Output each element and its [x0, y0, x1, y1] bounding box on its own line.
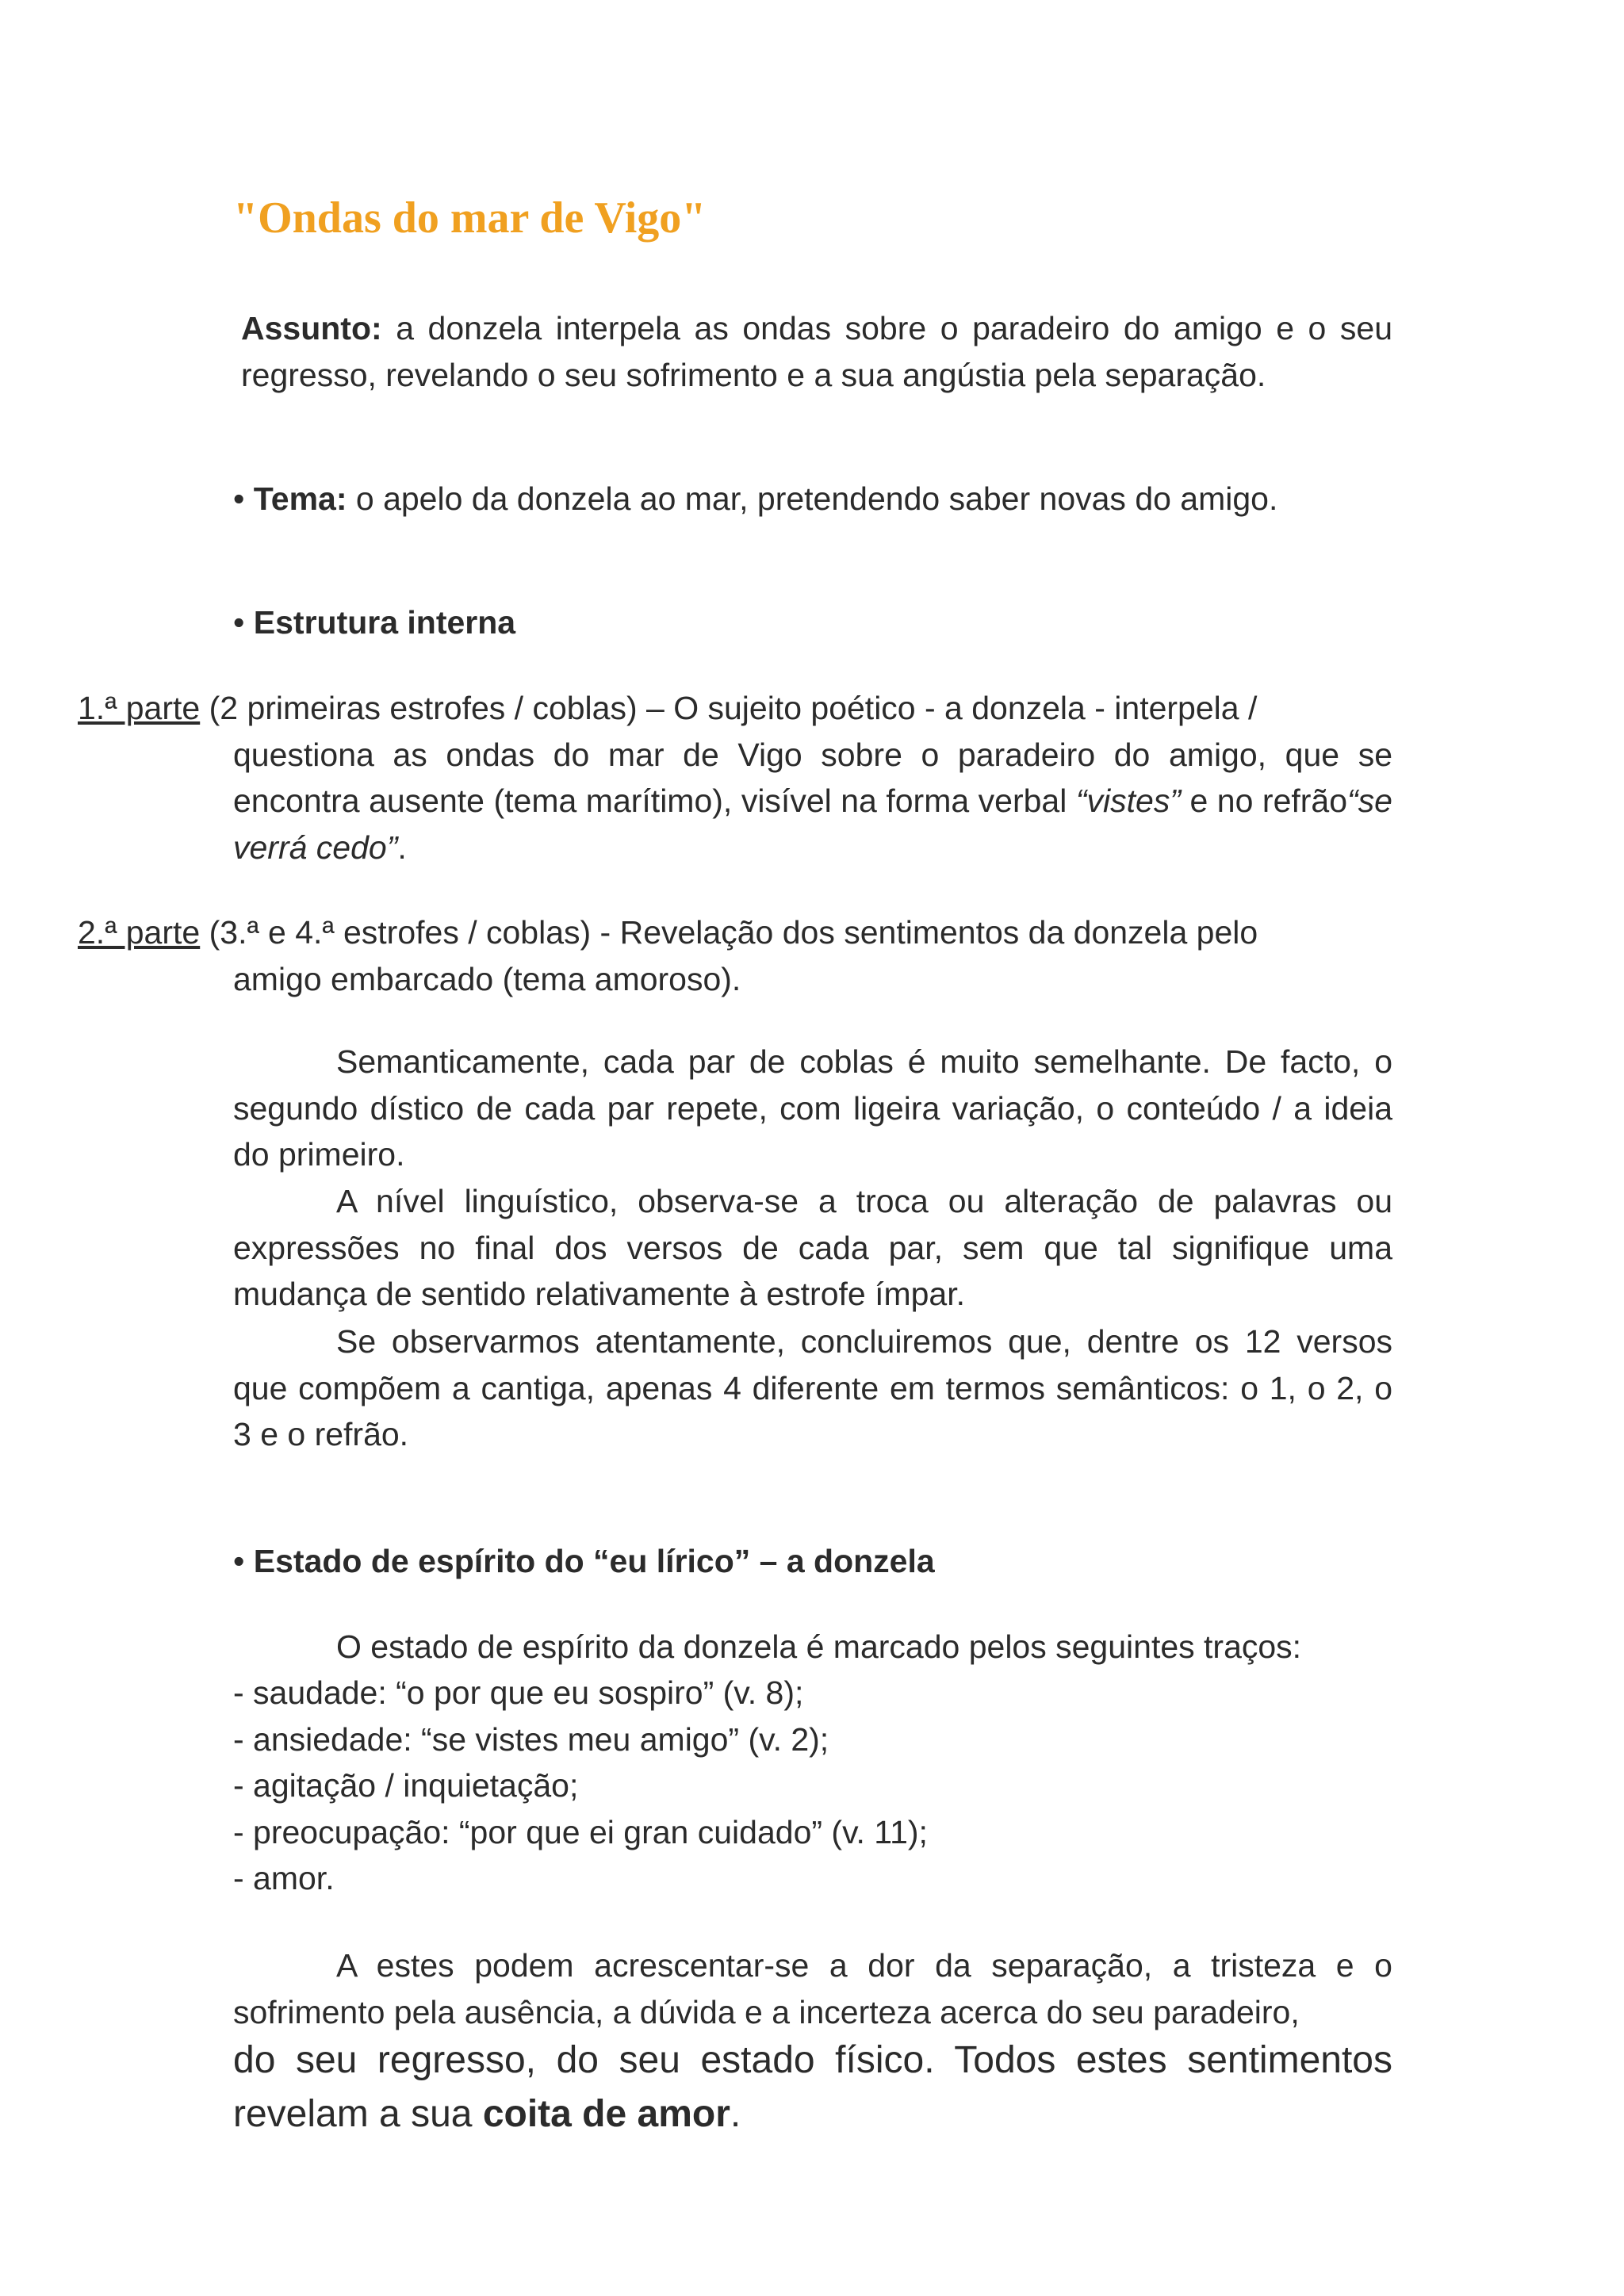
- document-title: "Ondas do mar de Vigo": [233, 193, 707, 243]
- parte2-label: 2.ª parte: [78, 914, 201, 951]
- parte1-quote-vistes: “vistes”: [1075, 783, 1181, 819]
- conclusao-paragraph-large: do seu regresso, do seu estado físico. Todos estes sentimentos revelam a sua coita de amor.: [233, 2039, 1392, 2135]
- estrutura-heading: [233, 599, 1392, 646]
- parte2-continuation: amigo embarcado (tema amoroso).: [233, 960, 741, 997]
- estrutura-heading-text: Estrutura interna: [253, 604, 516, 641]
- list-item: - agitação / inquietação;: [233, 1767, 579, 1804]
- tema-text: o apelo da donzela ao mar, pretendendo saber novas do amigo.: [347, 480, 1278, 517]
- conclusao-paragraph: A estes podem acrescentar-se a dor da separação, a tristeza e o sofrimento pela ausência, a dúvida e a incerteza acerca do seu paradeiro,: [233, 1947, 1392, 2030]
- parte1-paragraph: [78, 685, 1392, 871]
- list-item: - saudade: “o por que eu sospiro” (v. 8);: [233, 1674, 804, 1711]
- estado-heading: [233, 1538, 1392, 1585]
- bullet-icon: •: [233, 1543, 245, 1579]
- estado-intro: O estado de espírito da donzela é marcado pelos seguintes traços:: [336, 1628, 1302, 1665]
- tema-paragraph: [233, 476, 1392, 522]
- observacao-paragraph: Se observarmos atentamente, concluiremos que, dentre os 12 versos que compõem a cantiga, apenas 4 diferente em termos semânticos: o 1, o 2, o 3 e o refrão.: [233, 1323, 1392, 1452]
- parte2-first-line: (3.ª e 4.ª estrofes / coblas) - Revelação dos sentimentos da donzela pelo: [200, 914, 1258, 951]
- parte2-paragraph: [78, 909, 1392, 1002]
- semantica-paragraph: Semanticamente, cada par de coblas é muito semelhante. De facto, o segundo dístico de cada par repete, com ligeira variação, o conteúdo / a ideia do primeiro.: [233, 1043, 1392, 1173]
- coita-de-amor: coita de amor: [482, 2093, 730, 2135]
- parte1-first-line: (2 primeiras estrofes / coblas) – O sujeito poético - a donzela - interpela /: [200, 690, 1258, 726]
- list-item: - amor.: [233, 1860, 335, 1896]
- bullet-icon: •: [233, 604, 245, 641]
- assunto-label: Assunto:: [241, 310, 382, 346]
- parte1-quote-refrao: “se verrá cedo”: [233, 783, 1392, 866]
- assunto-text: a donzela interpela as ondas sobre o paradeiro do amigo e o seu regresso, revelando o seu sofrimento e a sua angústia pela separação.: [241, 310, 1392, 393]
- parte1-continuation: questiona as ondas do mar de Vigo sobre o paradeiro do amigo, que se encontra ausente (tema marítimo), visível na forma verbal “vistes” e no refrão“se verrá cedo”.: [233, 736, 1392, 866]
- parte1-label: 1.ª parte: [78, 690, 201, 726]
- tracos-list: [233, 1670, 1392, 1902]
- assunto-paragraph: [233, 305, 1392, 398]
- bullet-icon: •: [233, 480, 245, 517]
- list-item: - preocupação: “por que ei gran cuidado” (v. 11);: [233, 1813, 928, 1850]
- list-item: - ansiedade: “se vistes meu amigo” (v. 2);: [233, 1720, 829, 1758]
- linguistico-paragraph: A nível linguístico, observa-se a troca ou alteração de palavras ou expressões no final dos versos de cada par, sem que tal signifique uma mudança de sentido relativamente à estrofe ímpar.: [233, 1183, 1392, 1312]
- estado-heading-text: Estado de espírito do “eu lírico” – a donzela: [253, 1543, 935, 1579]
- tema-label: Tema:: [253, 480, 347, 517]
